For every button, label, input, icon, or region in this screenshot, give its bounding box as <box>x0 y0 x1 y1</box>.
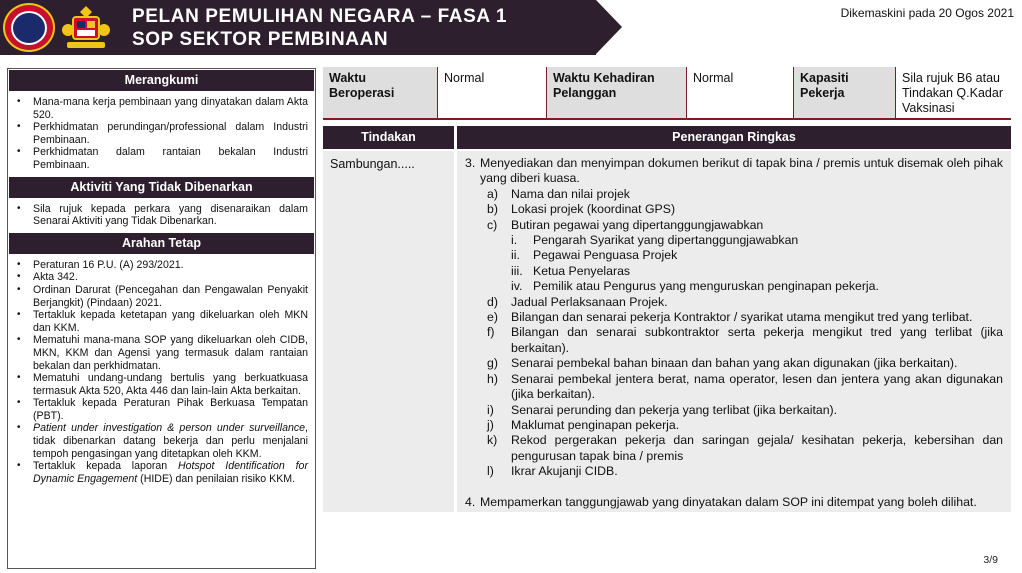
list-item: ii. Pegawai Penguasa Projek <box>511 248 678 263</box>
description-column-header: Penerangan Ringkas <box>457 126 1011 149</box>
list-item: g) Senarai pembekal bahan binaan dan bahan yang akan digunakan (jika berkaitan). <box>487 356 958 371</box>
list-item: c) Butiran pegawai yang dipertanggungjawabkan <box>487 217 764 232</box>
list-item: • Peraturan 16 P.U. (A) 293/2021. <box>15 259 308 272</box>
list-item: • Tertakluk kepada Peraturan Pihak Berkuasa Tempatan (PBT). <box>15 397 308 422</box>
list-item <box>15 422 308 460</box>
standing-orders-heading: Arahan Tetap <box>9 233 314 254</box>
list-item: • Akta 342. <box>15 271 308 284</box>
nsc-logo-inner <box>11 11 47 45</box>
list-item: iii. Ketua Penyelaras <box>511 263 631 278</box>
list-item: • Tertakluk kepada ketetapan yang dikeluarkan oleh MKN dan KKM. <box>15 309 308 334</box>
customer-hours-label: Waktu Kehadiran Pelanggan <box>547 67 686 118</box>
not-allowed-list <box>8 199 315 232</box>
operating-hours-label: Waktu Beroperasi <box>323 67 437 118</box>
hide-italic: Hotspot Identification for Dynamic Engagement <box>33 460 308 485</box>
header-arrow <box>596 0 622 54</box>
description-cell <box>457 151 1011 512</box>
summary-list <box>8 92 315 176</box>
list-item: • Mematuhi undang-undang bertulis yang berkuatkuasa termasuk Akta 520, Akta 446 dan lain-lain Akta berkaitan. <box>15 372 308 397</box>
not-allowed-heading: Aktiviti Yang Tidak Dibenarkan <box>9 177 314 198</box>
point-3: 3. Menyediakan dan menyimpan dokumen berikut di tapak bina / premis untuk disemak oleh pihak yang diberi kuasa. <box>465 156 1003 186</box>
coat-of-arms-logo <box>59 2 113 53</box>
list-item: f) Bilangan dan senarai subkontraktor serta pekerja mengikut tred yang terlibat (jika berkaitan). <box>487 325 1003 355</box>
standing-orders-list <box>8 255 315 490</box>
page-title: PELAN PEMULIHAN NEGARA – FASA 1 <box>132 6 508 27</box>
list-item: l) Ikrar Akujanji CIDB. <box>487 464 618 479</box>
list-item: j) Maklumat penginapan pekerja. <box>487 417 680 432</box>
list-item <box>15 460 308 485</box>
nsc-logo <box>3 3 55 52</box>
capacity-value: Sila rujuk B6 atau Tindakan Q.Kadar Vaksinasi <box>895 67 1011 118</box>
list-item: • Ordinan Darurat (Pencegahan dan Pengawalan Penyakit Berjangkit) (Pindaan) 2021. <box>15 284 308 309</box>
page-number: 3/9 <box>983 554 998 566</box>
list-item: k) Rekod pergerakan pekerja dan saringan gejala/ kesihatan pekerja, kebersihan dan pengurusan tapak bina / premis <box>487 433 1003 463</box>
summary-heading: Merangkumi <box>9 70 314 91</box>
action-cell: Sambungan..... <box>323 151 454 512</box>
hide-post: (HIDE) dan penilaian risiko KKM. <box>137 472 296 485</box>
updated-date: Dikemaskini pada 20 Ogos 2021 <box>840 6 1014 20</box>
list-item: • Mematuhi mana-mana SOP yang dikeluarkan oleh CIDB, MKN, KKM dan Agensi yang termasuk dalam rantaian bekalan dan perkhidmatan. <box>15 334 308 372</box>
pui-rest: , tidak dibenarkan datang bekerja dan perlu menjalani tempoh pengasingan yang ditetapkan oleh KKM. <box>33 422 308 460</box>
hide-pre: Tertakluk kepada laporan <box>33 460 178 473</box>
list-item: e) Bilangan dan senarai pekerja Kontraktor / syarikat utama mengikut tred yang terlibat. <box>487 310 973 325</box>
list-item: i. Pengarah Syarikat yang dipertanggungjawabkan <box>511 233 799 248</box>
list-item: • Perkhidmatan perundingan/professional dalam Industri Pembinaan. <box>15 121 308 146</box>
list-item: • Mana-mana kerja pembinaan yang dinyatakan dalam Akta 520. <box>15 96 308 121</box>
action-column-header: Tindakan <box>323 126 454 149</box>
list-item: d) Jadual Perlaksanaan Projek. <box>487 294 668 309</box>
list-item: i) Senarai perunding dan pekerja yang terlibat (jika berkaitan). <box>487 402 838 417</box>
info-row-divider <box>323 118 1011 120</box>
operating-hours-value: Normal <box>437 67 547 118</box>
customer-hours-value: Normal <box>686 67 794 118</box>
capacity-label: Kapasiti Pekerja <box>794 67 895 118</box>
left-panel <box>7 68 316 569</box>
list-item: h) Senarai pembekal jentera berat, nama operator, lesen dan jentera yang akan digunakan (jika berkaitan). <box>487 371 1003 402</box>
list-item: iv. Pemilik atau Pengurus yang menguruskan penginapan pekerja. <box>511 279 879 294</box>
list-item: • Perkhidmatan dalam rantaian bekalan Industri Pembinaan. <box>15 146 308 171</box>
list-item: • Sila rujuk kepada perkara yang disenaraikan dalam Senarai Aktiviti yang Tidak Dibenarkan. <box>15 203 308 228</box>
list-item: b) Lokasi projek (koordinat GPS) <box>487 202 676 217</box>
point-4: 4. Mempamerkan tanggungjawab yang dinyatakan dalam SOP ini ditempat yang boleh dilihat. <box>465 494 977 509</box>
list-item: a) Nama dan nilai projek <box>487 186 630 201</box>
page-subtitle: SOP SEKTOR PEMBINAAN <box>132 29 389 50</box>
pui-text: Patient under investigation & person under surveillance <box>33 422 306 435</box>
spacer <box>465 480 1003 495</box>
